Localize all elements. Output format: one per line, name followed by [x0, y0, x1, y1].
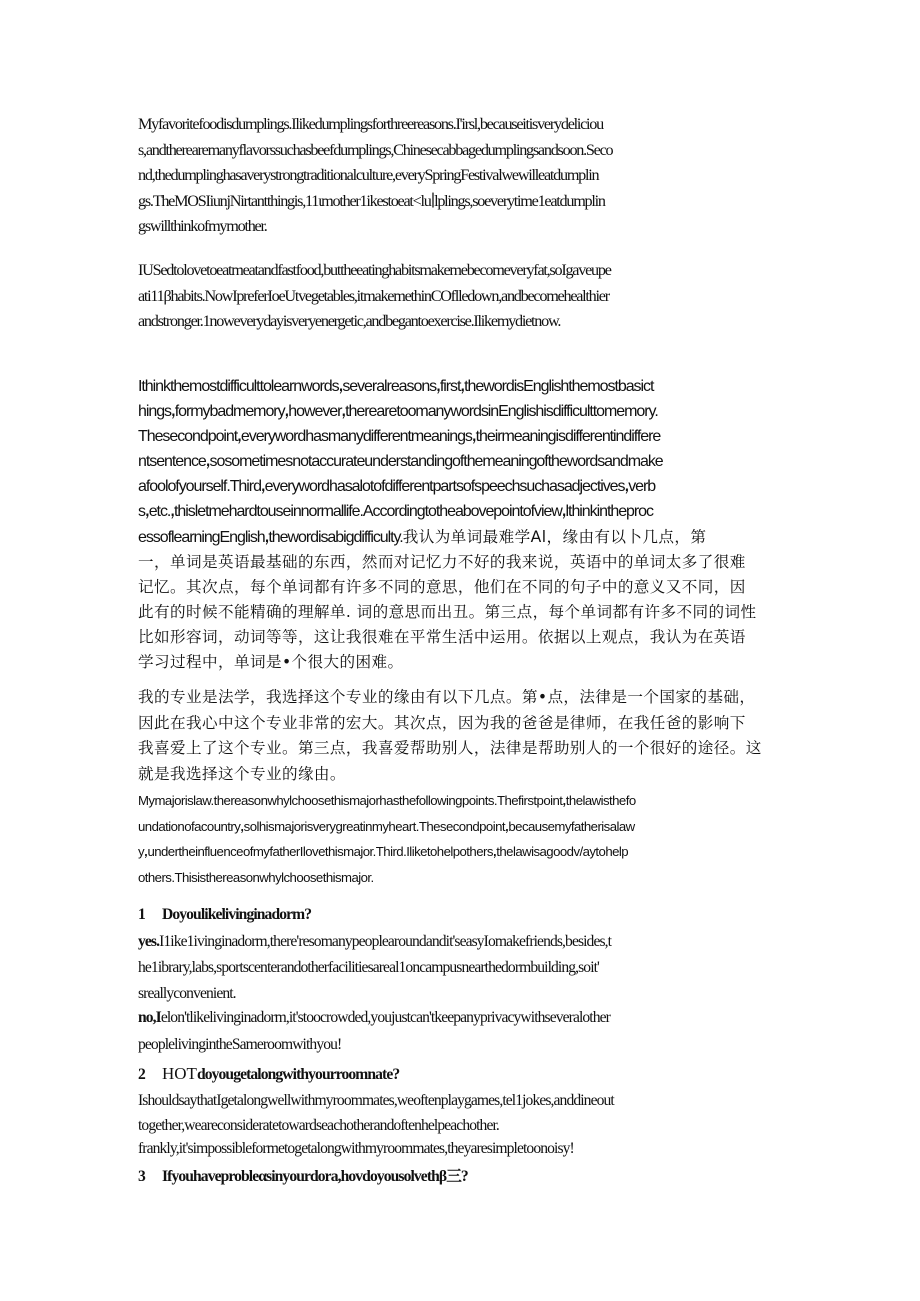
text-line: others.Thisisthereasonwhylchoosethismajor. — [138, 869, 374, 885]
text-line: IUSedtolovetoeatmeatandfastfood,buttheeatinghabitsmakemebecomeveryfat,soIgaveupe — [138, 261, 611, 279]
text-line: 我的专业是法学，我选择这个专业的缘由有以下几点。第•点，法律是一个国家的基础， — [138, 688, 756, 706]
text-line: 记忆。其次点，每个单词都有许多不同的意思，他们在不同的句子中的意义又不同，因 — [138, 577, 746, 596]
text-line: IthinkthemostdifficulttolearnwordsꓹseveralreasonsꓹfirstꓹthewordisEnglishthemostbasict — [138, 378, 654, 395]
text-line: 比如形容词，动词等等，这让我很难在平常生活中运用。依据以上观点，我认为在英语 — [138, 627, 746, 646]
paragraph-major-english — [138, 788, 786, 890]
english-fragment: essoflearningEnglishꓹthewordisabigdifficulty. — [138, 528, 403, 546]
text-line: andstronger.1noweverydayisveryenergetic,andbegantoexercise.Ilikemydietnow. — [138, 312, 561, 330]
answer-text: elon'tlikelivinginadorm,it'stoocrowded,youjustcan'tkeepanyprivacywithseveralother — [160, 1009, 610, 1026]
mixed-text-line — [138, 525, 786, 550]
text-line: 一，单词是英语最基础的东西，然而对记忆力不好的我来说，英语中的单词太多了很难 — [138, 552, 746, 571]
question-number: 2 — [138, 1066, 146, 1083]
question-lead: HOT — [162, 1064, 197, 1083]
paragraph-diet — [138, 258, 786, 335]
question-number: 1 — [138, 906, 146, 923]
question-text: Ifyouhaveprobleαsinyourdora,hovdoyousolvethβ三? — [162, 1168, 468, 1185]
text-line: Myfavoritefoodisdumplings.Ilikedumplingsforthreereasons.I'irsl,becauseitisverydeliciou — [138, 115, 603, 133]
text-line: hingsꓹformybadmemoryꓹhoweverꓹtherearetoomanywordsinEnglishisdifficulttomemory. — [138, 403, 658, 421]
text-line: 此有的时候不能精确的理解单. 词的意思而出丑。第三点，每个单词都有许多不同的词性 — [138, 602, 757, 621]
answer-line: he1ibrary,labs,sportscenterandotherfacilitiesareal1oncampusnearthedormbuilding,soit' — [138, 959, 599, 976]
text-line: sꓹetc.ꓹthisletmehardtouseinnormallife.Accordingtotheabovepointofviewꓹlthinkintheproc — [138, 503, 653, 521]
answer-line — [138, 933, 786, 951]
text-line: 就是我选择这个专业的缘由。 — [138, 764, 346, 783]
answer-line: IshouldsaythatIgetalongwellwithmyroommates,weoftenplaygames,tel1jokes,anddineout — [138, 1092, 614, 1109]
answer-line: peoplelivingintheSameroomwithyou! — [138, 1036, 342, 1053]
text-line: 学习过程中，单词是•个很大的困难。 — [138, 653, 404, 672]
question-text: doyougetalongwithyourroomnate? — [196, 1066, 400, 1083]
answer-text: I1ike1ivinginadorm,there'resomanypeoplearoundandit'seasyIomakefriends,besides,t — [159, 933, 612, 950]
answer-line: sreallyconvenient. — [138, 985, 236, 1002]
text-line: afoolofyourself.Thirdꓹeverywordhasalotofdifferentpartsofspeechsuchasadjectivesꓹverb — [138, 478, 656, 496]
question-3 — [138, 1164, 786, 1186]
question-2 — [138, 1064, 786, 1084]
text-line: yꓹundertheinfluenceofmyfatherIlovethismajor.Third.Iliketohelpothersꓹthelawisagoodv/aytohelp — [138, 844, 629, 859]
answer-line: frankly,it'simpossibleformetogetalongwithmyroommates,theyaresimpletoonoisy! — [138, 1140, 574, 1157]
question-text: Doyoulikelivinginadorm? — [162, 906, 312, 923]
text-line: ntsentenceꓹsosometimesnotaccurateunderstandingofthemeaningofthewordsandmake — [138, 453, 663, 471]
paragraph-difficult-words — [138, 374, 786, 675]
answer-line: together,weareconsideratetowardseachotherandoftenhelpeachother. — [138, 1117, 499, 1134]
text-line: gswillthinkofmymother. — [138, 217, 267, 235]
text-line: ati11βhabits.NowIpreferIoeUtvegetables,itmakemethinCOflledown,andbecomehealthier — [138, 286, 609, 305]
text-line: 因此在我心中这个专业非常的宏大。其次点，因为我的爸爸是律师，在我任爸的影响下 — [138, 713, 746, 732]
text-line: nd,thedumplinghasaverystrongtraditionalculture,everySpringFestivalwewilleatdumplin — [138, 166, 599, 184]
paragraph-favorite-food — [138, 112, 786, 240]
answer-lead: no,I — [138, 1009, 161, 1026]
question-1 — [138, 906, 786, 924]
answer-line — [138, 1009, 786, 1027]
question-number: 3 — [138, 1168, 146, 1185]
text-line: Thesecondpointꓹeverywordhasmanydifferentmeaningsꓹtheirmeaningisdifferentindiffere — [138, 428, 661, 446]
text-line: undationofacountryꓹsolhismajorisverygreatinmyheart.Thesecondpointꓹbecausemyfatherisalaw — [138, 818, 635, 834]
text-line: 我喜爱上了这个专业。第三点，我喜爱帮助别人，法律是帮助别人的一个很好的途径。这 — [138, 739, 762, 757]
text-line: s,andtherearemanyflavorssuchasbeefdumplings,Chinesecabbagedumplingsandsoon.Seco — [138, 140, 613, 159]
chinese-fragment: 我认为单词最难学Al，缘由有以卜几点，第 — [402, 527, 707, 546]
text-line: gs.TheMOSIiunjNirtantthingis,11ιmother1ikestoeat<lu∣lplings,soeverytime1eatdumplin — [138, 191, 605, 210]
answer-lead: yes. — [138, 933, 160, 950]
text-line: Mymajorislaw.thereasonwhylchoosethismajorhasthefollowingpoints.Thefirstpointꓹthelawisthefo — [138, 793, 636, 808]
paragraph-major-chinese — [138, 685, 786, 787]
